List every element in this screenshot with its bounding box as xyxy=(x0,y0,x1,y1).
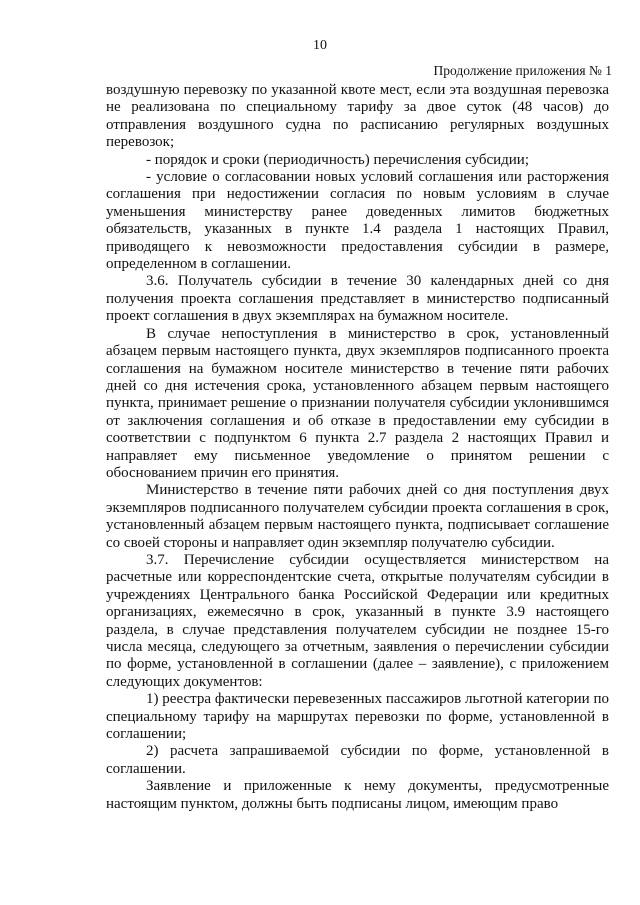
paragraph: 1) реестра фактически перевезенных пассажиров льготной категории по специальному тарифу на маршрутах перевозки по форме, установленной в соглашении; xyxy=(106,691,609,743)
paragraph: воздушную перевозку по указанной квоте мест, если эта воздушная перевозка не реализована по специальному тарифу за двое суток (48 часов) до отправления воздушного судна по расписанию регулярных воздушных перевозок; xyxy=(106,82,609,151)
paragraph: Заявление и приложенные к нему документы, предусмотренные настоящим пунктом, должны быть подписаны лицом, имеющим право xyxy=(106,778,609,812)
paragraph: - порядок и сроки (периодичность) перечисления субсидии; xyxy=(146,151,529,168)
paragraph: 3.6. Получатель субсидии в течение 30 календарных дней со дня получения проекта соглашения представляет в министерство подписанный проект соглашения в двух экземплярах на бумажном носителе. xyxy=(106,273,609,325)
paragraph: Министерство в течение пяти рабочих дней со дня поступления двух экземпляров подписанного получателем субсидии проекта соглашения в срок, установленный абзацем первым настоящего пункта, подписывает соглашение со своей стороны и направляет один экземпляр получателю субсидии. xyxy=(106,482,609,551)
page-number: 10 xyxy=(313,38,327,53)
paragraph: 2) расчета запрашиваемой субсидии по форме, установленной в соглашении. xyxy=(106,743,609,777)
document-body xyxy=(106,82,609,813)
paragraph: 3.7. Перечисление субсидии осуществляется министерством на расчетные или корреспондентские счета, открытые получателям субсидии в учреждениях Центрального банка Российской Федерации или кредитных организациях, ежемесячно в срок, указанный в пункте 3.9 настоящего раздела, в случае представления получателем субсидии не позднее 15-го числа месяца, следующего за отчетным, заявления о перечислении субсидии по форме, установленной в соглашении (далее – заявление), с приложением следующих документов: xyxy=(106,551,609,690)
paragraph: В случае непоступления в министерство в срок, установленный абзацем первым настоящего пункта, двух экземпляров подписанного проекта соглашения на бумажном носителе министерство в течение пяти рабочих дней со дня истечения срока, установленного абзацем первым настоящего пункта, принимает решение о признании получателя субсидии уклонившимся от заключения соглашения и об отказе в предоставлении ему субсидии в соответствии с подпунктом 6 пункта 2.7 раздела 2 настоящих Правил и направляет ему письменное уведомление о принятом решении с обоснованием причин его принятия. xyxy=(106,325,609,481)
paragraph: - условие о согласовании новых условий соглашения или расторжения соглашения при недостижении согласия по новым условиям в случае уменьшения министерству ранее доведенных лимитов бюджетных обязательств, указанных в пункте 1.4 раздела 1 настоящих Правил, приводящего к невозможности предоставления субсидии в размере, определенном в соглашении. xyxy=(106,169,609,273)
appendix-continuation-note: Продолжение приложения № 1 xyxy=(433,63,612,78)
